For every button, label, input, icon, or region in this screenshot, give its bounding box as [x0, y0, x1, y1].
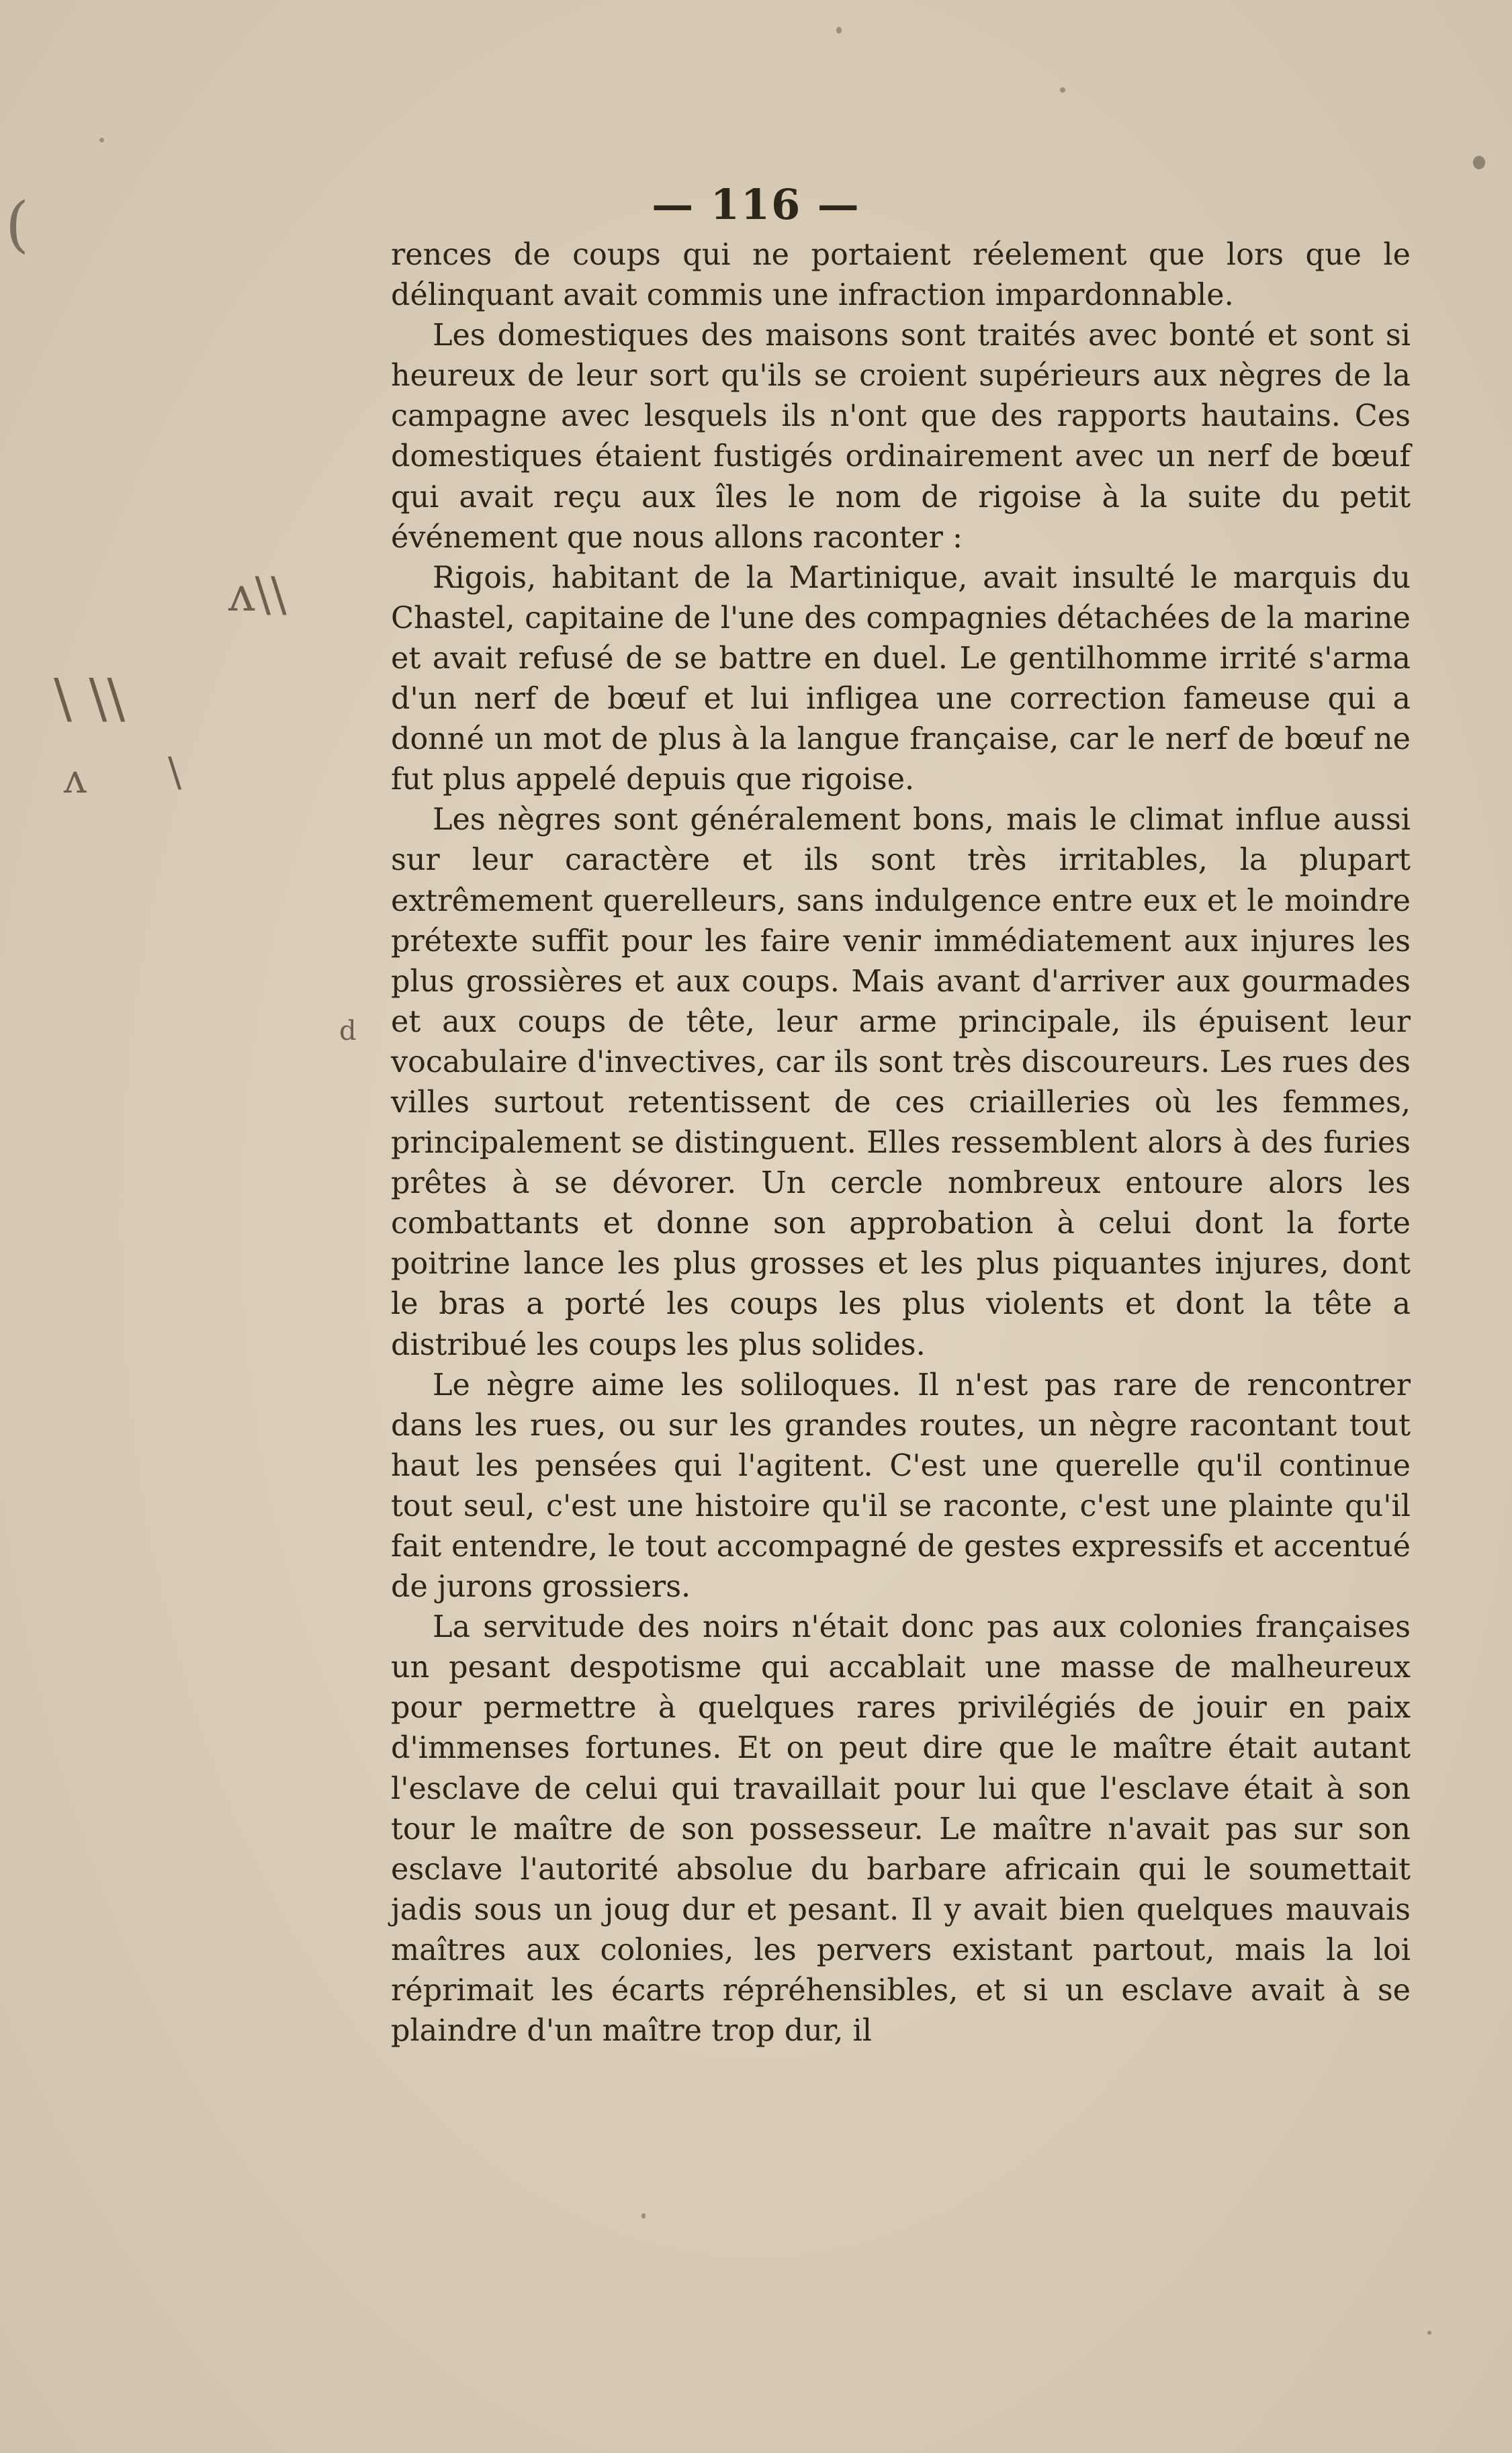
paragraph: Les nègres sont généralement bons, mais le climat influe aussi sur leur caractère et ils sont très irritables, la plupart extrêmement querelleurs, sans indulgence entre eux et le moindre prétexte suffit pour les faire venir immédiatement aux injures les plus grossières et aux coups. Mais avant d'arriver aux gourmades et aux coups de tête, leur arme principale, ils épuisent leur vocabulaire d'invectives, car ils sont très discoureurs. Les rues des villes surtout retentissent de ces criailleries où les femmes, principalement se distinguent. Elles ressemblent alors à des furies prêtes à se dévorer. Un cercle nombreux entoure alors les combattants et donne son approbation à celui dont la forte poitrine lance les plus grosses et les plus piquantes injures, dont le bras a porté les coups les plus violents et dont la tête a distribué les coups les plus solides. — [391, 803, 1411, 1362]
margin-pencil-mark: \ — [168, 749, 182, 796]
margin-pencil-mark: ʌ — [64, 756, 87, 803]
paragraph: Le nègre aime les soliloques. Il n'est pas rare de rencontrer dans les rues, ou sur les grandes routes, un nègre racontant tout haut les pensées qui l'agitent. C'est une querelle qu'il continue tout seul, c'est une histoire qu'il se raconte, c'est une plainte qu'il fait entendre, le tout accompagné de gestes expressifs et accentué de jurons grossiers. — [391, 1368, 1411, 1605]
paragraph: La servitude des noirs n'était donc pas aux colonies françaises un pesant despotisme qui accablait une masse de malheureux pour permettre à quelques rares privilégiés de jouir en paix d'immenses fortunes. Et on peut dire que le maître était autant l'esclave de celui qui travaillait pour lui que l'esclave était à son tour le maître de son possesseur. Le maître n'avait pas sur son esclave l'autorité absolue du barbare africain qui le soumettait jadis sous un joug dur et pesant. Il y avait bien quelques mauvais maîtres aux colonies, les pervers existant partout, mais la loi réprimait les écarts répréhensibles, et si un esclave avait à se plaindre d'un maître trop dur, il — [391, 1610, 1411, 2049]
page-number: — 116 — — [652, 180, 860, 229]
paper-speck — [641, 2213, 646, 2219]
margin-pencil-mark: ʌ\\ — [228, 567, 287, 622]
paragraph: Les domestiques des maisons sont traités avec bonté et sont si heureux de leur sort qu'ils se croient supérieurs aux nègres de la campagne avec lesquels ils n'ont que des rapports hautains. Ces domestiques étaient fustigés ordinairement avec un nerf de bœuf qui avait reçu aux îles le nom de rigoise à la suite du petit événement que nous allons raconter : — [391, 318, 1411, 555]
body-text — [391, 235, 1411, 2051]
margin-pencil-mark: d — [339, 1016, 357, 1046]
paper-speck — [99, 138, 104, 142]
paper-speck — [1473, 156, 1485, 169]
paper-speck — [836, 27, 842, 34]
margin-pencil-mark: ( — [5, 189, 30, 260]
paper-speck — [1427, 2331, 1431, 2335]
paragraph: Rigois, habitant de la Martinique, avait insulté le marquis du Chastel, capitaine de l'une des compagnies détachées de la marine et avait refusé de se battre en duel. Le gentilhomme irrité s'arma d'un nerf de bœuf et lui infligea une correction fameuse qui a donné un mot de plus à la langue française, car le nerf de bœuf ne fut plus appelé depuis que rigoise. — [391, 560, 1411, 797]
margin-pencil-mark: \ \\ — [54, 667, 126, 729]
paper-speck — [1060, 87, 1065, 93]
paragraph: rences de coups qui ne portaient réelement que lors que le délinquant avait commis une infraction impardonnable. — [391, 238, 1411, 313]
